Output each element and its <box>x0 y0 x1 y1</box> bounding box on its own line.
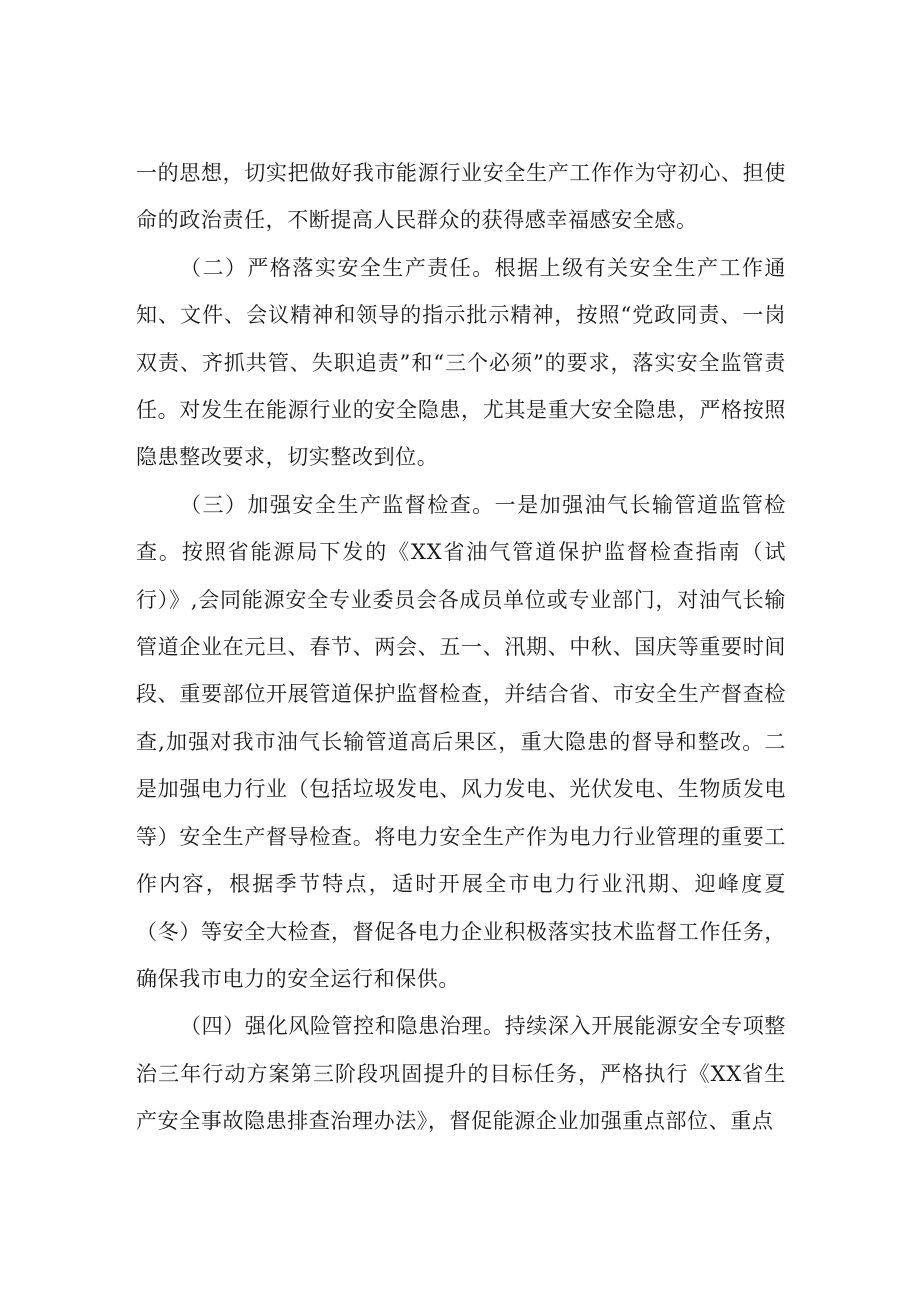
paragraph-safety-responsibility: （二）严格落实安全生产责任。根据上级有关安全生产工作通知、文件、会议精神和领导的指示批示精神，按照“党政同责、一岗双责、齐抓共管、失职追责”和“三个必须”的要求，落实安全监管责任。对发生在能源行业的安全隐患，尤其是重大安全隐患，严格按照隐患整改要求，切实整改到位。 <box>136 255 786 470</box>
paragraph-risk-control: （四）强化风险管控和隐患治理。持续深入开展能源安全专项整治三年行动方案第三阶段巩固提升的目标任务，严格执行《XX省生产安全事故隐患排查治理办法》，督促能源企业加强重点部位、重点 <box>136 1014 786 1134</box>
paragraph-supervision-inspection: （三）加强安全生产监督检查。一是加强油气长输管道监管检查。按照省能源局下发的《XX省油气管道保护监督检查指南（试行）》,会同能源安全专业委员会各成员单位或专业部门，对油气长输管道企业在元旦、春节、两会、五一、汛期、中秋、国庆等重要时间段、重要部位开展管道保护监督检查，并结合省、市安全生产督查检查,加强对我市油气长输管道高后果区，重大隐患的督导和整改。二是加强电力行业（包括垃圾发电、风力发电、光伏发电、生物质发电等）安全生产督导检查。将电力安全生产作为电力行业管理的重要工作内容，根据季节特点，适时开展全市电力行业汛期、迎峰度夏（冬）等安全大检查，督促各电力企业积极落实技术监督工作任务，确保我市电力的安全运行和保供。 <box>136 492 786 991</box>
paragraph-continuation: 一的思想，切实把做好我市能源行业安全生产工作作为守初心、担使命的政治责任，不断提高人民群众的获得感幸福感安全感。 <box>136 161 786 233</box>
document-body <box>136 150 786 1146</box>
